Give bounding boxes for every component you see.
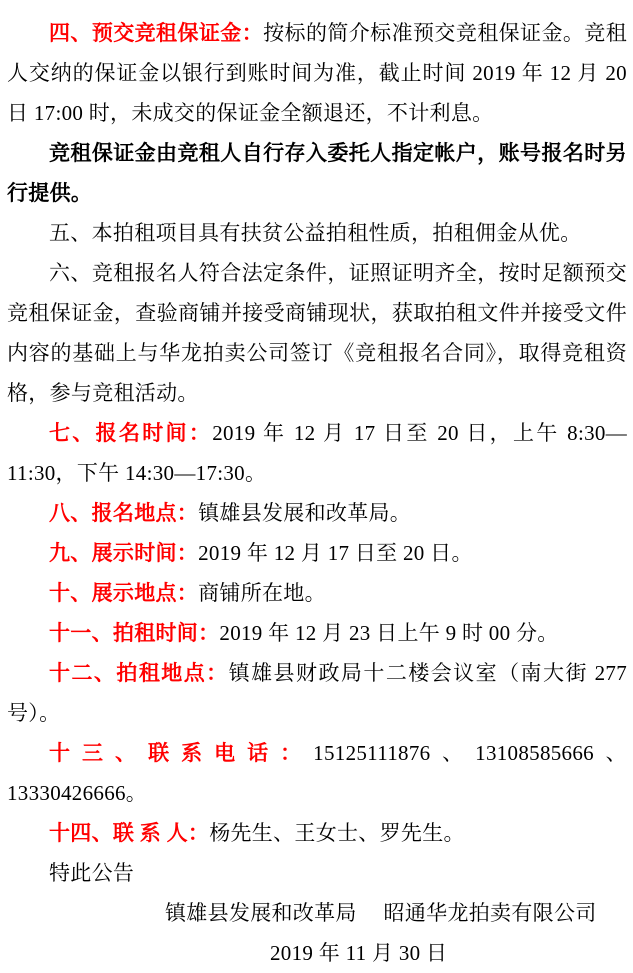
para-item-5-charity [7, 213, 627, 253]
section-text-8: 镇雄县发展和改革局。 [198, 501, 412, 525]
section-text-4: 按标的简介标准预交竞租保证金。竞租人交纳的保证金以银行到账时间为准，截止时间 2019 年 12 月 20 日 17:00 时，未成交的保证金全额退还，不计利息。 [7, 21, 628, 125]
section-text-13: 15125111876、13108585666、13330426666。 [7, 741, 627, 805]
date-text: 2019 年 11 月 30 日 [270, 941, 448, 965]
section-text-6: 六、竞租报名人符合法定条件，证照证明齐全，按时足额预交竞租保证金，查验商铺并接受商铺现状，获取拍租文件并接受文件内容的基础上与华龙拍卖公司签订《竞租报名合同》，取得竞租资格，参与竞租活动。 [7, 261, 627, 405]
section-text-5: 五、本拍租项目具有扶贫公益拍租性质，拍租佣金从优。 [49, 221, 582, 245]
para-item-10-display-place [7, 573, 627, 613]
section-label-8: 八、报名地点： [49, 501, 199, 525]
para-item-6-qualification [7, 253, 627, 413]
para-item-14-contact-person [7, 813, 627, 853]
signature-text: 镇雄县发展和改革局 昭通华龙拍卖有限公司 [165, 901, 597, 925]
section-label-12: 十二、拍租地点： [49, 661, 229, 685]
para-item-13-contact-phone [7, 733, 627, 813]
para-deposit-account-note [7, 133, 627, 213]
section-text-12: 镇雄县财政局十二楼会议室（南大街 277 号）。 [7, 661, 628, 725]
para-item-12-auction-place [7, 653, 627, 733]
para-closing-statement [7, 853, 627, 893]
para-item-8-signup-place [7, 493, 627, 533]
section-label-14: 十四、联 系 人： [49, 821, 210, 845]
para-item-11-auction-time [7, 613, 627, 653]
section-label-11: 十一、拍租时间： [49, 621, 220, 645]
date-line [7, 933, 627, 973]
signature-line [7, 893, 627, 933]
section-text-10: 商铺所在地。 [198, 581, 326, 605]
para-item-9-display-time [7, 533, 627, 573]
section-text-14: 杨先生、王女士、罗先生。 [209, 821, 465, 845]
section-label-10: 十、展示地点： [49, 581, 199, 605]
section-label-4: 四、预交竞租保证金： [49, 21, 264, 45]
section-label-9: 九、展示时间： [49, 541, 199, 565]
deposit-note-text: 竞租保证金由竞租人自行存入委托人指定帐户，账号报名时另行提供。 [7, 141, 627, 205]
section-text-11: 2019 年 12 月 23 日上午 9 时 00 分。 [219, 621, 559, 645]
section-label-13: 十三、联系电话： [49, 741, 314, 765]
closing-statement-text: 特此公告 [49, 861, 135, 885]
section-text-7: 2019 年 12 月 17 日至 20 日，上午 8:30—11:30，下午 14:30—17:30。 [7, 421, 627, 485]
para-item-4-deposit [7, 13, 627, 133]
para-item-7-signup-time [7, 413, 627, 493]
section-label-7: 七、报名时间： [49, 421, 213, 445]
section-text-9: 2019 年 12 月 17 日至 20 日。 [198, 541, 473, 565]
